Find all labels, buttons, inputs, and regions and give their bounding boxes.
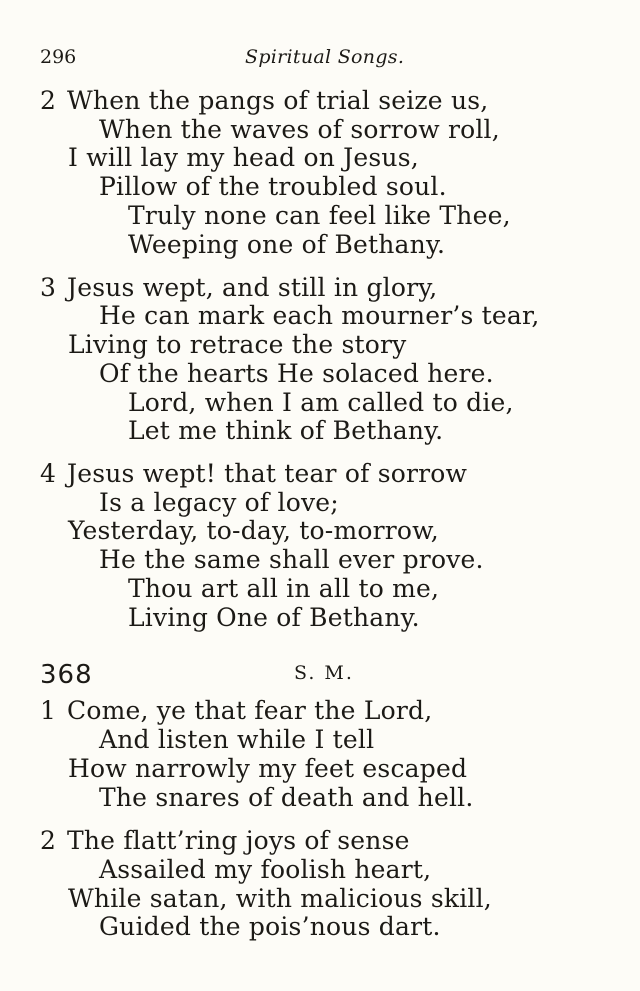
stanza-line: Truly none can feel like Thee, bbox=[128, 201, 511, 230]
stanza-line: The snares of death and hell. bbox=[99, 783, 474, 812]
stanza-line: Guided the pois’nous dart. bbox=[99, 912, 441, 941]
hymn-number: 368 bbox=[40, 660, 93, 690]
stanza-line: Is a legacy of love; bbox=[99, 488, 339, 517]
stanza-line: Thou art all in all to me, bbox=[128, 574, 440, 603]
stanza-line: I will lay my head on Jesus, bbox=[68, 143, 419, 172]
stanza-line: 3 Jesus wept, and still in glory, bbox=[40, 273, 438, 302]
stanza-line: Assailed my foolish heart, bbox=[99, 855, 432, 884]
stanza-line: Pillow of the troubled soul. bbox=[99, 172, 447, 201]
stanza-number: 1 bbox=[40, 696, 57, 725]
page-number: 296 bbox=[40, 46, 77, 68]
stanza-line: While satan, with malicious skill, bbox=[68, 884, 492, 913]
stanza-line: Let me think of Bethany. bbox=[128, 416, 444, 445]
stanza-line: Living One of Bethany. bbox=[128, 603, 420, 632]
stanza-line: And listen while I tell bbox=[99, 725, 375, 754]
stanza-line: 2 The flatt’ring joys of sense bbox=[40, 826, 410, 855]
stanza-line: Yesterday, to-day, to-morrow, bbox=[68, 516, 439, 545]
stanza-line: When the waves of sorrow roll, bbox=[99, 115, 500, 144]
hymn-meter: S. M. bbox=[294, 662, 354, 684]
stanza-line: Lord, when I am called to die, bbox=[128, 388, 514, 417]
stanza-line: Living to retrace the story bbox=[68, 330, 407, 359]
stanza-line: Of the hearts He solaced here. bbox=[99, 359, 494, 388]
stanza-line: He the same shall ever prove. bbox=[99, 545, 484, 574]
stanza-number: 3 bbox=[40, 273, 57, 302]
stanza-number: 2 bbox=[40, 86, 57, 115]
stanza-number: 2 bbox=[40, 826, 57, 855]
stanza-line: 1 Come, ye that fear the Lord, bbox=[40, 696, 433, 725]
stanza-line: 4 Jesus wept! that tear of sorrow bbox=[40, 459, 468, 488]
stanza-line: Weeping one of Bethany. bbox=[128, 230, 446, 259]
stanza-line: How narrowly my feet escaped bbox=[68, 754, 468, 783]
page-header bbox=[40, 46, 600, 76]
stanza-line: 2 When the pangs of trial seize us, bbox=[40, 86, 489, 115]
stanza-number: 4 bbox=[40, 459, 57, 488]
stanza-line: He can mark each mourner’s tear, bbox=[99, 301, 540, 330]
running-title: Spiritual Songs. bbox=[245, 46, 405, 68]
